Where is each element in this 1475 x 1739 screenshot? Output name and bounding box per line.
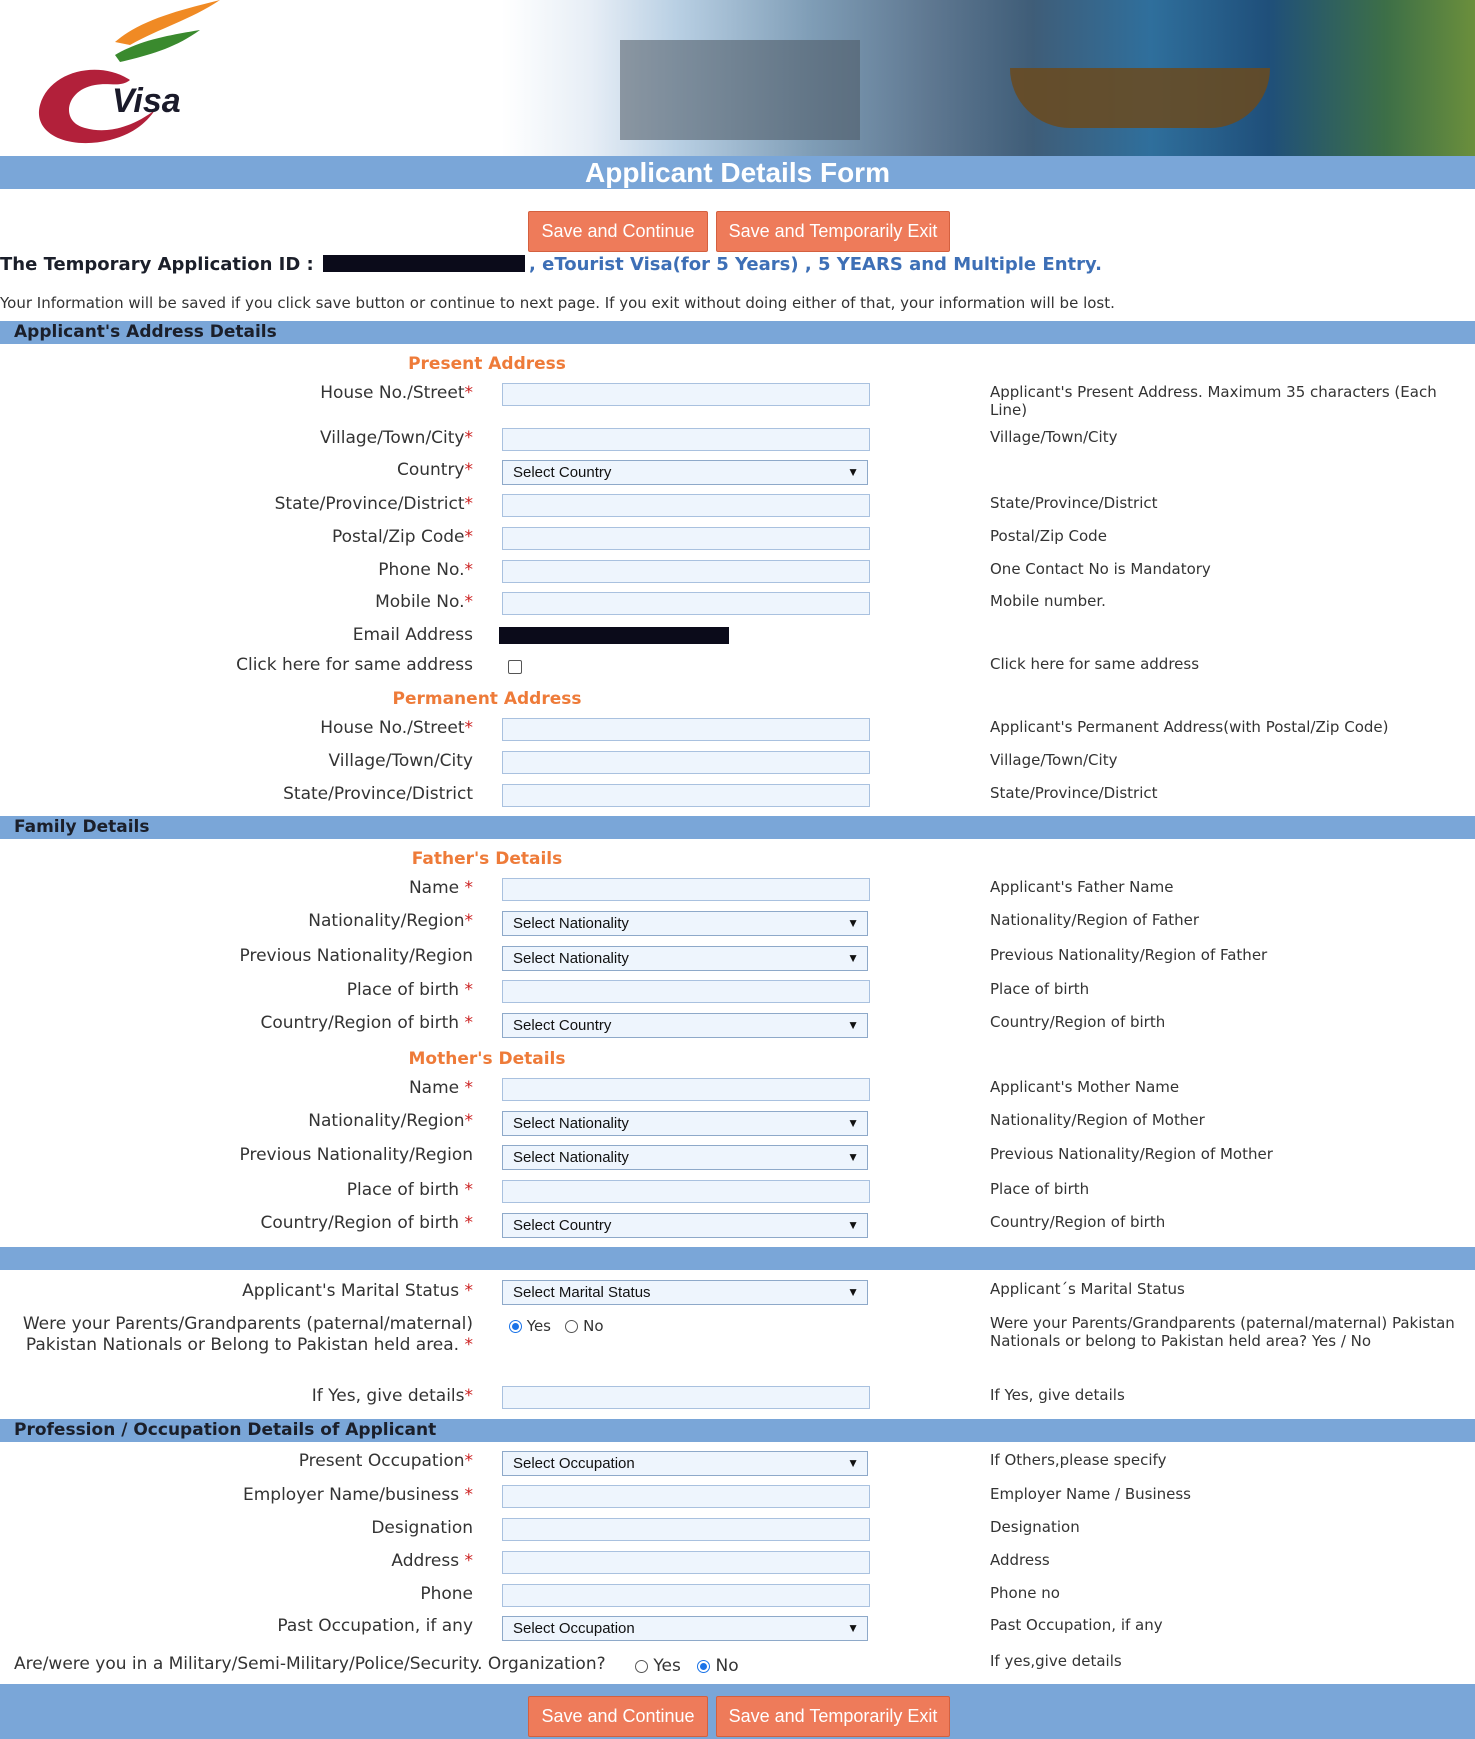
- chevron-down-icon: ▼: [847, 1150, 859, 1164]
- present-village-hint: Village/Town/City: [990, 428, 1118, 446]
- save-exit-button[interactable]: Save and Temporarily Exit: [716, 211, 950, 252]
- chevron-down-icon: ▼: [847, 951, 859, 965]
- chevron-down-icon: ▼: [847, 1285, 859, 1299]
- chevron-down-icon: ▼: [847, 916, 859, 930]
- phone-label: Phone No.*: [378, 560, 473, 580]
- mother-name-label: Name *: [408, 1078, 473, 1098]
- father-prev-nationality-label: Previous Nationality/Region: [239, 946, 473, 966]
- chevron-down-icon: ▼: [847, 1456, 859, 1470]
- present-occupation-hint: If Others,please specify: [990, 1451, 1167, 1469]
- marital-section-bar: [0, 1247, 1475, 1270]
- email-label: Email Address: [352, 625, 473, 645]
- perm-state-input[interactable]: [502, 784, 870, 807]
- pakistan-yes-label: Yes: [526, 1317, 551, 1335]
- address-section-title: Applicant's Address Details: [14, 322, 277, 342]
- mother-nationality-hint: Nationality/Region of Mother: [990, 1111, 1205, 1129]
- pakistan-details-hint: If Yes, give details: [990, 1386, 1125, 1404]
- mobile-input[interactable]: [502, 592, 870, 615]
- state-label: State/Province/District*: [274, 494, 473, 514]
- mother-prev-nationality-label: Previous Nationality/Region: [239, 1145, 473, 1165]
- save-continue-button-bottom[interactable]: Save and Continue: [528, 1696, 708, 1737]
- evisa-logo: [20, 0, 220, 150]
- pakistan-question-hint: Were your Parents/Grandparents (paternal/maternal) Pakistan Nationals or belong to Pakistan held area? Yes / No: [990, 1314, 1455, 1350]
- save-continue-button[interactable]: Save and Continue: [528, 211, 708, 252]
- father-name-label: Name *: [408, 878, 473, 898]
- visa-info: , eTourist Visa(for 5 Years) , 5 YEARS and Multiple Entry.: [529, 254, 1102, 275]
- military-no-label: No: [715, 1656, 739, 1676]
- designation-label: Designation: [371, 1518, 473, 1538]
- perm-house-input[interactable]: [502, 718, 870, 741]
- father-prev-nationality-hint: Previous Nationality/Region of Father: [990, 946, 1268, 964]
- military-question-label: Are/were you in a Military/Semi-Military/Police/Security. Organization?: [14, 1654, 606, 1674]
- profession-section-bar: [0, 1419, 1475, 1442]
- chevron-down-icon: ▼: [847, 465, 859, 479]
- mother-country-birth-hint: Country/Region of birth: [990, 1213, 1166, 1231]
- mobile-label: Mobile No.*: [375, 592, 473, 612]
- house-label: House No./Street*: [320, 383, 473, 403]
- same-address-label: Click here for same address: [236, 655, 473, 675]
- father-country-birth-label: Country/Region of birth *: [260, 1013, 473, 1033]
- perm-village-input[interactable]: [502, 751, 870, 774]
- family-section-bar: [0, 816, 1475, 839]
- designation-hint: Designation: [990, 1518, 1080, 1536]
- occupation-address-input[interactable]: [502, 1551, 870, 1574]
- pakistan-question-label: Were your Parents/Grandparents (paternal/maternal) Pakistan Nationals or Belong to Pakistan held area. *: [22, 1314, 473, 1355]
- mother-country-birth-select[interactable]: Select Country ▼: [502, 1213, 868, 1238]
- occupation-phone-hint: Phone no: [990, 1584, 1060, 1602]
- form-title-bar: [0, 156, 1475, 189]
- pakistan-details-input[interactable]: [502, 1386, 870, 1409]
- postal-input[interactable]: [502, 527, 870, 550]
- father-nationality-label: Nationality/Region*: [308, 911, 473, 931]
- phone-input[interactable]: [502, 560, 870, 583]
- pakistan-yes-radio[interactable]: [509, 1320, 522, 1333]
- chevron-down-icon: ▼: [847, 1018, 859, 1032]
- pakistan-details-label: If Yes, give details*: [311, 1386, 473, 1406]
- perm-state-label: State/Province/District: [283, 784, 473, 804]
- family-section-title: Family Details: [14, 817, 150, 837]
- employer-hint: Employer Name / Business: [990, 1485, 1191, 1503]
- present-occupation-label: Present Occupation*: [298, 1451, 473, 1471]
- mother-prev-nationality-select[interactable]: Select Nationality ▼: [502, 1145, 868, 1170]
- permanent-address-heading: Permanent Address: [392, 689, 582, 709]
- perm-house-label: House No./Street*: [320, 718, 473, 738]
- military-yes-label: Yes: [653, 1656, 681, 1676]
- building-silhouette: [620, 40, 860, 140]
- mother-country-birth-label: Country/Region of birth *: [260, 1213, 473, 1233]
- pakistan-no-label: No: [583, 1317, 604, 1335]
- postal-label: Postal/Zip Code*: [331, 527, 473, 547]
- marital-status-label: Applicant's Marital Status *: [242, 1281, 473, 1301]
- present-village-input[interactable]: [502, 428, 870, 451]
- mother-heading: Mother's Details: [408, 1049, 566, 1069]
- father-place-birth-hint: Place of birth: [990, 980, 1090, 998]
- occupation-address-label: Address *: [391, 1551, 473, 1571]
- chevron-down-icon: ▼: [847, 1218, 859, 1232]
- same-address-checkbox[interactable]: [508, 660, 522, 674]
- mother-nationality-label: Nationality/Region*: [308, 1111, 473, 1131]
- mobile-hint: Mobile number.: [990, 592, 1106, 610]
- logo-text: Visa: [112, 82, 181, 120]
- profession-section-title: Profession / Occupation Details of Applicant: [14, 1420, 437, 1440]
- father-place-birth-input[interactable]: [502, 980, 870, 1003]
- past-occupation-label: Past Occupation, if any: [277, 1616, 473, 1636]
- father-nationality-select[interactable]: Select Nationality ▼: [502, 911, 868, 936]
- occupation-phone-input[interactable]: [502, 1584, 870, 1607]
- mother-place-birth-hint: Place of birth: [990, 1180, 1090, 1198]
- father-heading: Father's Details: [411, 849, 563, 869]
- page-title: Applicant Details Form: [585, 157, 890, 188]
- past-occupation-select[interactable]: Select Occupation ▼: [502, 1616, 868, 1641]
- email-redacted: [499, 627, 729, 644]
- mother-place-birth-label: Place of birth *: [346, 1180, 473, 1200]
- mother-name-hint: Applicant's Mother Name: [990, 1078, 1180, 1096]
- mother-name-input[interactable]: [502, 1078, 870, 1101]
- temp-id-redacted: [323, 255, 525, 272]
- save-notice: Your Information will be saved if you click save button or continue to next page. If you exit without doing either of that, your information will be lost.: [0, 294, 1115, 312]
- father-name-hint: Applicant's Father Name: [990, 878, 1174, 896]
- father-country-birth-select[interactable]: Select Country ▼: [502, 1013, 868, 1038]
- employer-input[interactable]: [502, 1485, 870, 1508]
- present-occupation-select[interactable]: Select Occupation ▼: [502, 1451, 868, 1476]
- military-radio-group: [635, 1656, 739, 1676]
- chevron-down-icon: ▼: [847, 1116, 859, 1130]
- perm-village-label: Village/Town/City: [328, 751, 473, 771]
- perm-house-hint: Applicant's Permanent Address(with Postal/Zip Code): [990, 718, 1389, 736]
- father-nationality-hint: Nationality/Region of Father: [990, 911, 1200, 929]
- mother-nationality-select[interactable]: Select Nationality ▼: [502, 1111, 868, 1136]
- occupation-phone-label: Phone: [420, 1584, 473, 1604]
- village-label: Village/Town/City*: [320, 428, 473, 448]
- perm-village-hint: Village/Town/City: [990, 751, 1118, 769]
- pakistan-radio-group: [509, 1317, 604, 1335]
- designation-input[interactable]: [502, 1518, 870, 1541]
- father-country-birth-hint: Country/Region of birth: [990, 1013, 1166, 1031]
- present-house-hint: Applicant's Present Address. Maximum 35 characters (Each Line): [990, 383, 1437, 419]
- present-state-input[interactable]: [502, 494, 870, 517]
- employer-label: Employer Name/business *: [242, 1485, 473, 1505]
- marital-status-select[interactable]: Select Marital Status ▼: [502, 1280, 868, 1305]
- present-address-heading: Present Address: [408, 354, 566, 374]
- address-section-bar: [0, 321, 1475, 344]
- present-house-input[interactable]: [502, 383, 870, 406]
- occupation-address-hint: Address: [990, 1551, 1050, 1569]
- present-state-hint: State/Province/District: [990, 494, 1158, 512]
- mother-prev-nationality-hint: Previous Nationality/Region of Mother: [990, 1145, 1273, 1163]
- country-label: Country*: [396, 460, 473, 480]
- save-exit-button-bottom[interactable]: Save and Temporarily Exit: [716, 1696, 950, 1737]
- phone-hint: One Contact No is Mandatory: [990, 560, 1211, 578]
- postal-hint: Postal/Zip Code: [990, 527, 1107, 545]
- marital-status-hint: Applicant´s Marital Status: [990, 1280, 1185, 1298]
- father-place-birth-label: Place of birth *: [346, 980, 473, 1000]
- past-occupation-hint: Past Occupation, if any: [990, 1616, 1163, 1634]
- father-prev-nationality-select[interactable]: Select Nationality ▼: [502, 946, 868, 971]
- military-hint: If yes,give details: [990, 1652, 1122, 1670]
- perm-state-hint: State/Province/District: [990, 784, 1158, 802]
- temp-id-label: The Temporary Application ID :: [0, 254, 314, 275]
- header-banner: [0, 0, 1475, 156]
- military-no-radio[interactable]: [697, 1660, 710, 1673]
- chevron-down-icon: ▼: [847, 1621, 859, 1635]
- pakistan-no-radio[interactable]: [565, 1320, 578, 1333]
- boat-silhouette: [1010, 68, 1270, 128]
- father-name-input[interactable]: [502, 878, 870, 901]
- present-country-select[interactable]: Select Country ▼: [502, 460, 868, 485]
- mother-place-birth-input[interactable]: [502, 1180, 870, 1203]
- same-address-hint: Click here for same address: [990, 655, 1200, 673]
- military-yes-radio[interactable]: [635, 1660, 648, 1673]
